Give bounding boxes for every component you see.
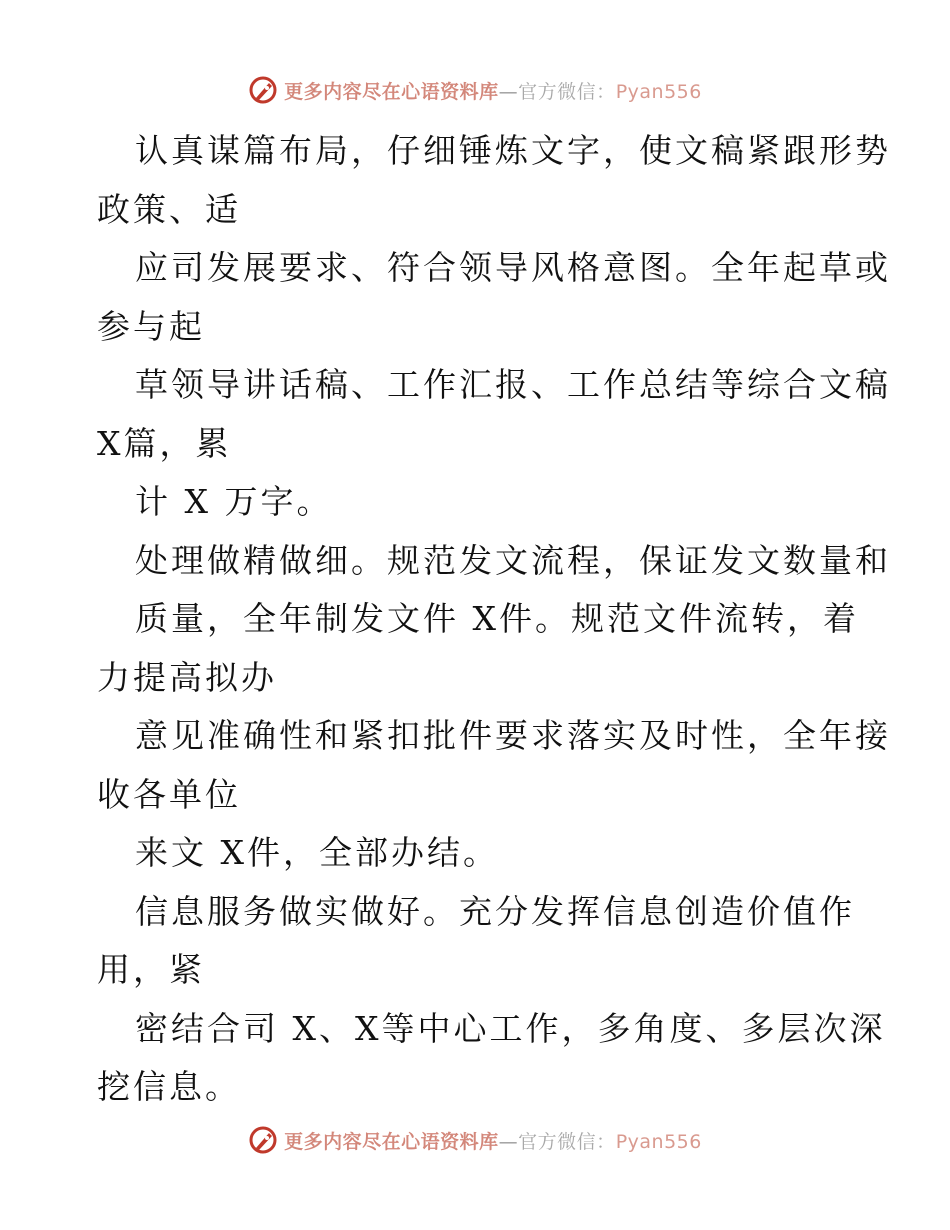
- header-brand: 更多内容尽在心语资料库: [284, 80, 499, 103]
- text-line: 密结合司 X、X等中心工作，多角度、多层次深: [135, 1008, 886, 1048]
- text-line: 计 X 万字。: [135, 482, 333, 521]
- header-text: [284, 77, 702, 104]
- text-line: 处理做精做细。规范发文流程，保证发文数量和: [135, 540, 891, 580]
- header-watermark: [0, 70, 950, 110]
- document-body: [97, 122, 891, 1117]
- text-line: 应司发展要求、符合领导风格意图。全年起草或: [135, 248, 891, 287]
- text-line: 政策、适: [97, 189, 241, 229]
- text-line: 质量，全年制发文件 X件。规范文件流转，着: [135, 599, 859, 638]
- text-line: 参与起: [97, 306, 205, 346]
- pen-logo-icon: [248, 75, 278, 105]
- header-separator: —: [498, 80, 519, 103]
- text-line: 意见准确性和紧扣批件要求落实及时性，全年接: [135, 716, 891, 755]
- text-line: 用，紧: [97, 950, 205, 989]
- text-line: 力提高拟办: [97, 657, 277, 697]
- text-line: 收各单位: [97, 774, 241, 814]
- footer-separator: —: [498, 1130, 519, 1153]
- footer-brand: 更多内容尽在心语资料库: [284, 1130, 499, 1153]
- text-line: 草领导讲话稿、工作汇报、工作总结等综合文稿: [135, 365, 891, 404]
- footer-text: [284, 1127, 702, 1154]
- text-line: 挖信息。: [97, 1067, 241, 1106]
- footer-wechat-id: Pyan556: [615, 1130, 702, 1153]
- header-wechat-id: Pyan556: [615, 80, 702, 103]
- header-wechat-label: 官方微信：: [518, 80, 616, 103]
- footer-wechat-label: 官方微信：: [518, 1130, 616, 1153]
- footer-watermark: [0, 1120, 950, 1160]
- text-line: 认真谋篇布局，仔细锤炼文字，使文稿紧跟形势: [135, 131, 891, 170]
- pen-logo-icon: [248, 1125, 278, 1155]
- text-line: 来文 X件，全部办结。: [135, 833, 499, 872]
- text-line: X篇，累: [97, 423, 232, 463]
- text-line: 信息服务做实做好。充分发挥信息创造价值作: [135, 891, 855, 931]
